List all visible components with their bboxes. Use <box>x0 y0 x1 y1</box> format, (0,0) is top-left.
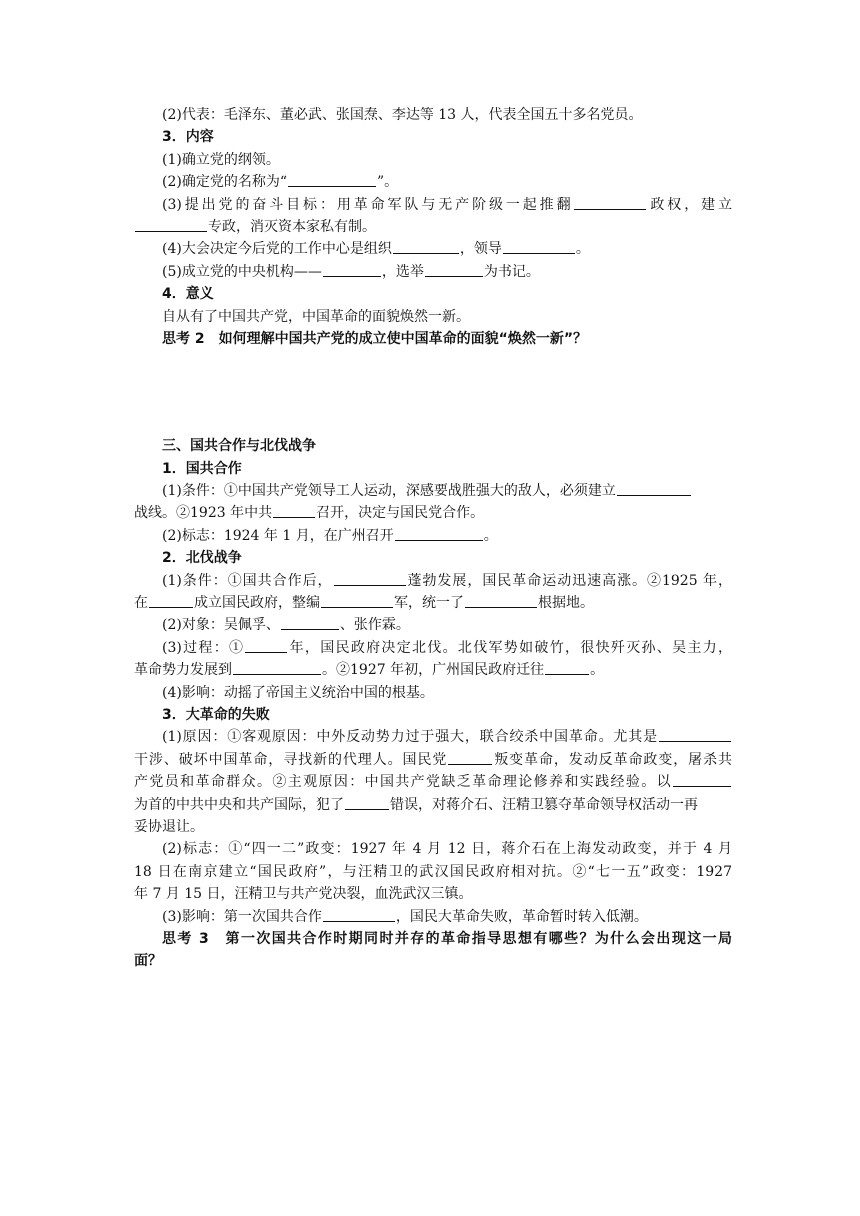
fill-blank[interactable] <box>233 660 321 675</box>
text-segment: 根据地。 <box>538 595 594 612</box>
text-line <box>134 726 732 748</box>
answer-space <box>134 350 732 435</box>
text-segment: ，领导 <box>459 241 502 258</box>
text-line <box>134 525 732 547</box>
text-segment: (4)大会决定今后党的工作中心是组织 <box>162 241 392 258</box>
text-segment: (2)代表：毛泽东、董必武、张国焘、李达等 13 人，代表全国五十多名党员。 <box>162 107 643 123</box>
text-segment: 、张作霖。 <box>339 617 410 634</box>
text-segment: 蓬勃发展，国民革命运动迅速高涨。②1925 年， <box>406 572 732 589</box>
text-segment: 专政，消灭资本家私有制。 <box>208 218 376 235</box>
text-segment: (1)条件：①中国共产党领导工人运动，深感要战胜强大的敌人，必须建立 <box>162 483 616 500</box>
text-segment: 为首的中共中央和共产国际，犯了 <box>134 796 344 813</box>
fill-blank[interactable] <box>448 750 492 765</box>
text-line <box>134 906 732 928</box>
text-segment: 4．意义 <box>162 286 214 303</box>
fill-blank[interactable] <box>395 526 483 541</box>
text-segment: 。②1927 年初，广州国民政府迁往 <box>322 662 545 679</box>
text-segment: 2．北伐战争 <box>162 550 242 567</box>
text-segment: 1．国共合作 <box>162 460 242 477</box>
fill-blank[interactable] <box>545 660 589 675</box>
text-line <box>134 216 732 238</box>
text-segment: 召开，决定与国民党合作。 <box>316 505 485 522</box>
text-segment: 叛变革命，发动反革命政变，屠杀共 <box>493 751 732 768</box>
text-segment: (5)成立党的中央机构—— <box>162 263 322 280</box>
fill-blank[interactable] <box>323 907 395 922</box>
text-segment: 面？ <box>134 953 162 970</box>
text-segment: (3)提出党的奋斗目标：用革命军队与无产阶级一起推翻 <box>162 196 574 213</box>
text-line <box>134 749 732 771</box>
text-line <box>134 502 732 524</box>
fill-blank[interactable] <box>673 772 731 787</box>
fill-blank[interactable] <box>334 571 406 586</box>
fill-blank[interactable] <box>617 481 691 496</box>
text-line <box>134 771 732 793</box>
fill-blank[interactable] <box>323 262 381 277</box>
text-line <box>134 659 732 681</box>
section-heading <box>134 928 732 950</box>
text-segment: (4)影响：动摇了帝国主义统治中国的根基。 <box>162 684 434 701</box>
text-segment: ，国民大革命失败，革命暂时转入低潮。 <box>395 908 648 925</box>
text-line <box>134 238 732 260</box>
text-segment: (2)对象：吴佩孚、 <box>162 617 280 634</box>
text-line <box>134 794 732 816</box>
text-segment: 年，国民政府决定北伐。北伐军势如破竹，很快歼灭孙、吴主力， <box>288 639 732 656</box>
text-segment: (2)标志：1924 年 1 月，在广州召开 <box>162 527 394 544</box>
text-segment: 思考 3 第一次国共合作时期同时并存的革命指导思想有哪些？为什么会出现这一局 <box>162 930 732 947</box>
section-heading <box>134 547 732 569</box>
text-segment: 。 <box>575 241 590 258</box>
fill-blank[interactable] <box>393 239 459 254</box>
text-segment: 错误，对蒋介石、汪精卫篡夺革命领导权活动一再 <box>390 796 698 813</box>
fill-blank[interactable] <box>503 239 575 254</box>
fill-blank[interactable] <box>465 593 537 608</box>
text-segment: ，选举 <box>381 263 424 280</box>
text-segment: 成立国民政府，整编 <box>194 595 320 612</box>
section-heading <box>134 328 732 350</box>
text-line <box>134 104 732 126</box>
text-segment: 。 <box>483 527 498 544</box>
fill-blank[interactable] <box>281 615 339 630</box>
text-line <box>134 171 732 193</box>
text-segment: 在 <box>134 595 148 612</box>
text-segment: 革命势力发展到 <box>134 662 232 679</box>
text-line <box>134 480 732 502</box>
text-segment: 3．大革命的失败 <box>162 706 270 723</box>
text-line <box>134 614 732 636</box>
text-segment: ”。 <box>377 174 399 191</box>
text-segment: 3．内容 <box>162 129 214 146</box>
section-heading <box>134 458 732 480</box>
text-line <box>134 682 732 704</box>
text-line <box>134 883 732 905</box>
text-segment: (3)影响：第一次国共合作 <box>162 908 322 925</box>
text-segment: (1)条件：①国共合作后， <box>162 572 333 589</box>
section-heading <box>134 435 732 457</box>
text-segment: 妥协退让。 <box>134 818 204 835</box>
fill-blank[interactable] <box>273 503 315 518</box>
fill-blank[interactable] <box>288 172 376 187</box>
fill-blank[interactable] <box>425 262 483 277</box>
text-segment: (2)标志：①“四一二”政变：1927 年 4 月 12 日，蒋介石在上海发动政变，并于 4 月 <box>162 841 732 858</box>
text-line <box>134 861 732 883</box>
text-segment: 军，统一了 <box>394 595 464 612</box>
section-heading <box>134 704 732 726</box>
text-segment: (2)确定党的名称为“ <box>162 174 287 191</box>
text-segment: (3)过程：① <box>162 639 245 656</box>
text-line <box>134 194 732 216</box>
text-segment: 战线。②1923 年中共 <box>134 505 273 522</box>
text-line <box>134 838 732 860</box>
fill-blank[interactable] <box>149 593 193 608</box>
text-segment: 。 <box>590 662 605 679</box>
text-segment: 自从有了中国共产党，中国革命的面貌焕然一新。 <box>162 308 470 325</box>
text-segment: 干涉、破坏中国革命，寻找新的代理人。国民党 <box>134 751 448 768</box>
text-segment: 思考 2 如何理解中国共产党的成立使中国革命的面貌“焕然一新”？ <box>162 330 588 347</box>
text-segment: 年 7 月 15 日，汪精卫与共产党决裂，血洗武汉三镇。 <box>134 886 473 903</box>
text-segment: 产党员和革命群众。②主观原因：中国共产党缺乏革命理论修养和实践经验。以 <box>134 774 672 791</box>
text-line <box>134 306 732 328</box>
document-body <box>134 104 732 973</box>
fill-blank[interactable] <box>135 217 207 232</box>
section-heading <box>134 126 732 148</box>
fill-blank[interactable] <box>574 195 646 210</box>
text-segment: (1)确立党的纲领。 <box>162 151 280 168</box>
text-line <box>134 570 732 592</box>
fill-blank[interactable] <box>345 795 389 810</box>
section-heading <box>134 283 732 305</box>
text-segment: 18 日在南京建立“国民政府”，与汪精卫的武汉国民政府相对抗。②“七一五”政变：1927 <box>134 863 732 880</box>
text-segment: 三、国共合作与北伐战争 <box>162 438 316 455</box>
section-heading <box>134 950 732 972</box>
fill-blank[interactable] <box>659 727 731 742</box>
text-line <box>134 149 732 171</box>
text-line <box>134 637 732 659</box>
fill-blank[interactable] <box>321 593 393 608</box>
text-line <box>134 816 732 838</box>
text-line <box>134 592 732 614</box>
fill-blank[interactable] <box>245 638 287 653</box>
text-segment: 政权，建立 <box>647 196 732 213</box>
text-segment: (1)原因：①客观原因：中外反动势力过于强大，联合绞杀中国革命。尤其是 <box>162 729 658 746</box>
text-line <box>134 261 732 283</box>
text-segment: 为书记。 <box>483 263 540 280</box>
